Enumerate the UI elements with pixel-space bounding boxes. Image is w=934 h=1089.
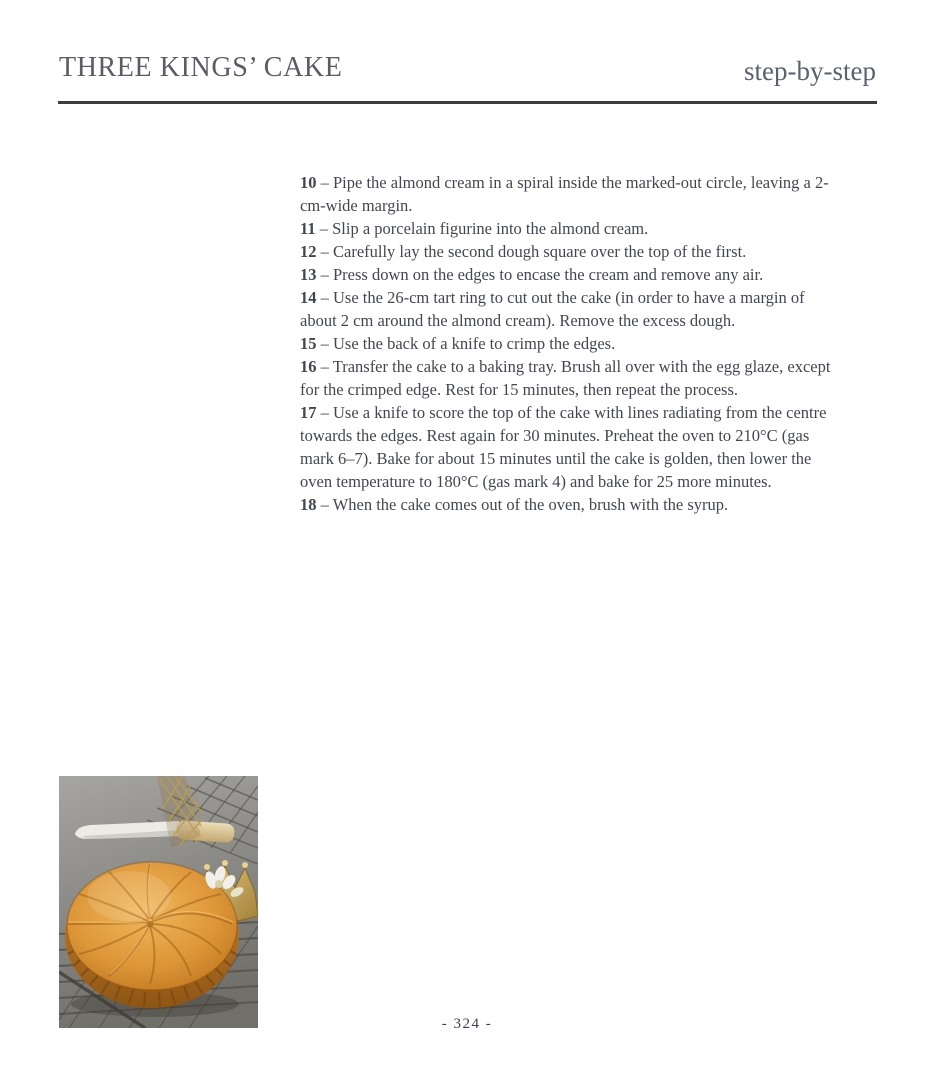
steps-list: [300, 171, 845, 516]
step-text: When the cake comes out of the oven, brush with the syrup.: [332, 495, 729, 514]
step-text: Use the 26-cm tart ring to cut out the cake (in order to have a margin of about 2 cm around the almond cream). Remove the excess dough.: [300, 288, 805, 330]
step-text: Pipe the almond cream in a spiral inside the marked-out circle, leaving a 2-cm-wide margin.: [300, 173, 829, 215]
cake-photo-illustration: [59, 776, 258, 1028]
step-text: Slip a porcelain figurine into the almond cream.: [332, 219, 649, 238]
step-separator: –: [316, 495, 333, 514]
step-number: 17: [300, 403, 317, 422]
cake-centre: [147, 921, 153, 927]
step-separator: –: [316, 288, 333, 307]
step-separator: –: [316, 403, 333, 422]
step-number: 11: [300, 219, 316, 238]
step-separator: –: [316, 357, 333, 376]
step-item: [300, 493, 845, 516]
step-number: 14: [300, 288, 317, 307]
page-footer: [0, 1016, 934, 1033]
step-item: [300, 401, 845, 493]
header-rule: [58, 101, 877, 104]
step-item: [300, 240, 845, 263]
step-separator: –: [316, 334, 333, 353]
step-item: [300, 217, 845, 240]
step-separator: –: [315, 219, 333, 238]
step-separator: –: [316, 173, 333, 192]
page-title: THREE KINGS’ CAKE: [59, 52, 343, 83]
step-text: Use the back of a knife to crimp the edges.: [333, 334, 616, 353]
step-text: Use a knife to score the top of the cake with lines radiating from the centre towards the edges. Rest again for 30 minutes. Preheat the oven to 210°C (gas mark 6–7). Bake for about 15 minutes until the cake is golden, then lower the oven temperature to 180°C (gas mark 4) and bake for 25 more minutes.: [300, 403, 827, 491]
step-number: 10: [300, 173, 317, 192]
step-number: 13: [300, 265, 317, 284]
step-separator: –: [316, 242, 333, 261]
step-text: Carefully lay the second dough square over the top of the first.: [333, 242, 747, 261]
step-number: 15: [300, 334, 317, 353]
step-separator: –: [316, 265, 333, 284]
step-text: Transfer the cake to a baking tray. Brush all over with the egg glaze, except for the crimped edge. Rest for 15 minutes, then repeat the process.: [300, 357, 831, 399]
step-item: [300, 263, 845, 286]
step-item: [300, 171, 845, 217]
corner-label: step-by-step: [744, 56, 876, 86]
recipe-photo: [59, 776, 258, 1028]
page-number: - 324 -: [441, 1016, 493, 1032]
step-number: 12: [300, 242, 317, 261]
step-number: 16: [300, 357, 317, 376]
step-number: 18: [300, 495, 317, 514]
step-text: Press down on the edges to encase the cream and remove any air.: [333, 265, 764, 284]
step-item: [300, 355, 845, 401]
step-item: [300, 286, 845, 332]
step-item: [300, 332, 845, 355]
